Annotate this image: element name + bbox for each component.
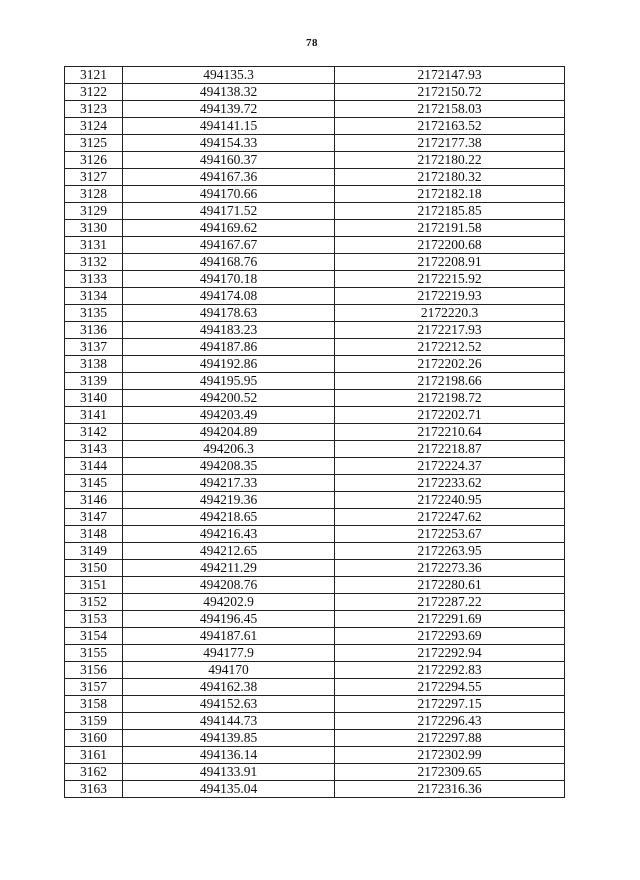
- point-number-cell: 3160: [65, 730, 123, 747]
- point-number-cell: 3125: [65, 135, 123, 152]
- point-number-cell: 3162: [65, 764, 123, 781]
- y-coordinate-cell: 2172253.67: [335, 526, 565, 543]
- y-coordinate-cell: 2172263.95: [335, 543, 565, 560]
- x-coordinate-cell: 494135.3: [123, 67, 335, 84]
- table-row: [65, 101, 565, 118]
- point-number-cell: 3154: [65, 628, 123, 645]
- point-number-cell: 3157: [65, 679, 123, 696]
- point-number-cell: 3123: [65, 101, 123, 118]
- y-coordinate-cell: 2172198.72: [335, 390, 565, 407]
- x-coordinate-cell: 494212.65: [123, 543, 335, 560]
- x-coordinate-cell: 494167.36: [123, 169, 335, 186]
- y-coordinate-cell: 2172208.91: [335, 254, 565, 271]
- x-coordinate-cell: 494162.38: [123, 679, 335, 696]
- point-number-cell: 3141: [65, 407, 123, 424]
- x-coordinate-cell: 494170: [123, 662, 335, 679]
- y-coordinate-cell: 2172294.55: [335, 679, 565, 696]
- table-row: [65, 475, 565, 492]
- x-coordinate-cell: 494133.91: [123, 764, 335, 781]
- y-coordinate-cell: 2172287.22: [335, 594, 565, 611]
- y-coordinate-cell: 2172180.22: [335, 152, 565, 169]
- point-number-cell: 3130: [65, 220, 123, 237]
- x-coordinate-cell: 494200.52: [123, 390, 335, 407]
- table-row: [65, 169, 565, 186]
- table-row: [65, 747, 565, 764]
- table-row: [65, 356, 565, 373]
- x-coordinate-cell: 494171.52: [123, 203, 335, 220]
- table-row: [65, 509, 565, 526]
- point-number-cell: 3153: [65, 611, 123, 628]
- x-coordinate-cell: 494195.95: [123, 373, 335, 390]
- page-number: 78: [306, 37, 318, 49]
- point-number-cell: 3158: [65, 696, 123, 713]
- y-coordinate-cell: 2172247.62: [335, 509, 565, 526]
- y-coordinate-cell: 2172180.32: [335, 169, 565, 186]
- coordinates-table: [64, 66, 565, 798]
- table-row: [65, 696, 565, 713]
- y-coordinate-cell: 2172316.36: [335, 781, 565, 798]
- table-row: [65, 543, 565, 560]
- y-coordinate-cell: 2172202.71: [335, 407, 565, 424]
- x-coordinate-cell: 494144.73: [123, 713, 335, 730]
- x-coordinate-cell: 494187.61: [123, 628, 335, 645]
- y-coordinate-cell: 2172220.3: [335, 305, 565, 322]
- x-coordinate-cell: 494139.85: [123, 730, 335, 747]
- x-coordinate-cell: 494206.3: [123, 441, 335, 458]
- point-number-cell: 3122: [65, 84, 123, 101]
- x-coordinate-cell: 494160.37: [123, 152, 335, 169]
- x-coordinate-cell: 494218.65: [123, 509, 335, 526]
- x-coordinate-cell: 494167.67: [123, 237, 335, 254]
- table-row: [65, 288, 565, 305]
- x-coordinate-cell: 494138.32: [123, 84, 335, 101]
- point-number-cell: 3145: [65, 475, 123, 492]
- x-coordinate-cell: 494177.9: [123, 645, 335, 662]
- y-coordinate-cell: 2172200.68: [335, 237, 565, 254]
- table-row: [65, 764, 565, 781]
- point-number-cell: 3134: [65, 288, 123, 305]
- table-row: [65, 628, 565, 645]
- y-coordinate-cell: 2172296.43: [335, 713, 565, 730]
- table-row: [65, 84, 565, 101]
- x-coordinate-cell: 494203.49: [123, 407, 335, 424]
- y-coordinate-cell: 2172280.61: [335, 577, 565, 594]
- y-coordinate-cell: 2172185.85: [335, 203, 565, 220]
- x-coordinate-cell: 494208.76: [123, 577, 335, 594]
- table-row: [65, 526, 565, 543]
- y-coordinate-cell: 2172224.37: [335, 458, 565, 475]
- y-coordinate-cell: 2172240.95: [335, 492, 565, 509]
- table-row: [65, 305, 565, 322]
- point-number-cell: 3133: [65, 271, 123, 288]
- table-row: [65, 577, 565, 594]
- table-row: [65, 67, 565, 84]
- point-number-cell: 3159: [65, 713, 123, 730]
- table-row: [65, 186, 565, 203]
- x-coordinate-cell: 494154.33: [123, 135, 335, 152]
- point-number-cell: 3150: [65, 560, 123, 577]
- y-coordinate-cell: 2172182.18: [335, 186, 565, 203]
- table-row: [65, 407, 565, 424]
- x-coordinate-cell: 494183.23: [123, 322, 335, 339]
- table-row: [65, 118, 565, 135]
- table-row: [65, 271, 565, 288]
- table-row: [65, 373, 565, 390]
- y-coordinate-cell: 2172302.99: [335, 747, 565, 764]
- x-coordinate-cell: 494152.63: [123, 696, 335, 713]
- table-row: [65, 730, 565, 747]
- point-number-cell: 3144: [65, 458, 123, 475]
- point-number-cell: 3138: [65, 356, 123, 373]
- point-number-cell: 3143: [65, 441, 123, 458]
- x-coordinate-cell: 494204.89: [123, 424, 335, 441]
- y-coordinate-cell: 2172291.69: [335, 611, 565, 628]
- x-coordinate-cell: 494178.63: [123, 305, 335, 322]
- point-number-cell: 3137: [65, 339, 123, 356]
- y-coordinate-cell: 2172177.38: [335, 135, 565, 152]
- table-row: [65, 254, 565, 271]
- x-coordinate-cell: 494169.62: [123, 220, 335, 237]
- point-number-cell: 3129: [65, 203, 123, 220]
- y-coordinate-cell: 2172147.93: [335, 67, 565, 84]
- x-coordinate-cell: 494219.36: [123, 492, 335, 509]
- x-coordinate-cell: 494187.86: [123, 339, 335, 356]
- point-number-cell: 3121: [65, 67, 123, 84]
- point-number-cell: 3128: [65, 186, 123, 203]
- x-coordinate-cell: 494141.15: [123, 118, 335, 135]
- y-coordinate-cell: 2172309.65: [335, 764, 565, 781]
- point-number-cell: 3161: [65, 747, 123, 764]
- table-row: [65, 645, 565, 662]
- y-coordinate-cell: 2172191.58: [335, 220, 565, 237]
- x-coordinate-cell: 494217.33: [123, 475, 335, 492]
- point-number-cell: 3155: [65, 645, 123, 662]
- point-number-cell: 3136: [65, 322, 123, 339]
- table-row: [65, 203, 565, 220]
- x-coordinate-cell: 494168.76: [123, 254, 335, 271]
- point-number-cell: 3126: [65, 152, 123, 169]
- point-number-cell: 3163: [65, 781, 123, 798]
- table-row: [65, 594, 565, 611]
- y-coordinate-cell: 2172217.93: [335, 322, 565, 339]
- y-coordinate-cell: 2172202.26: [335, 356, 565, 373]
- y-coordinate-cell: 2172292.94: [335, 645, 565, 662]
- table-row: [65, 458, 565, 475]
- table-row: [65, 220, 565, 237]
- point-number-cell: 3146: [65, 492, 123, 509]
- y-coordinate-cell: 2172210.64: [335, 424, 565, 441]
- x-coordinate-cell: 494216.43: [123, 526, 335, 543]
- point-number-cell: 3148: [65, 526, 123, 543]
- y-coordinate-cell: 2172297.15: [335, 696, 565, 713]
- y-coordinate-cell: 2172215.92: [335, 271, 565, 288]
- point-number-cell: 3147: [65, 509, 123, 526]
- y-coordinate-cell: 2172293.69: [335, 628, 565, 645]
- x-coordinate-cell: 494192.86: [123, 356, 335, 373]
- table-row: [65, 611, 565, 628]
- point-number-cell: 3152: [65, 594, 123, 611]
- point-number-cell: 3151: [65, 577, 123, 594]
- table-row: [65, 441, 565, 458]
- table-row: [65, 135, 565, 152]
- table-row: [65, 339, 565, 356]
- x-coordinate-cell: 494174.08: [123, 288, 335, 305]
- y-coordinate-cell: 2172297.88: [335, 730, 565, 747]
- y-coordinate-cell: 2172163.52: [335, 118, 565, 135]
- point-number-cell: 3132: [65, 254, 123, 271]
- y-coordinate-cell: 2172273.36: [335, 560, 565, 577]
- table-row: [65, 781, 565, 798]
- table-row: [65, 152, 565, 169]
- table-row: [65, 237, 565, 254]
- y-coordinate-cell: 2172212.52: [335, 339, 565, 356]
- x-coordinate-cell: 494135.04: [123, 781, 335, 798]
- table-row: [65, 424, 565, 441]
- point-number-cell: 3149: [65, 543, 123, 560]
- y-coordinate-cell: 2172219.93: [335, 288, 565, 305]
- table-row: [65, 390, 565, 407]
- point-number-cell: 3124: [65, 118, 123, 135]
- point-number-cell: 3131: [65, 237, 123, 254]
- point-number-cell: 3140: [65, 390, 123, 407]
- y-coordinate-cell: 2172292.83: [335, 662, 565, 679]
- point-number-cell: 3156: [65, 662, 123, 679]
- x-coordinate-cell: 494196.45: [123, 611, 335, 628]
- table-row: [65, 679, 565, 696]
- y-coordinate-cell: 2172233.62: [335, 475, 565, 492]
- point-number-cell: 3139: [65, 373, 123, 390]
- table-row: [65, 560, 565, 577]
- x-coordinate-cell: 494211.29: [123, 560, 335, 577]
- x-coordinate-cell: 494202.9: [123, 594, 335, 611]
- x-coordinate-cell: 494139.72: [123, 101, 335, 118]
- table-row: [65, 492, 565, 509]
- coordinates-table-body: [65, 67, 565, 798]
- point-number-cell: 3127: [65, 169, 123, 186]
- y-coordinate-cell: 2172218.87: [335, 441, 565, 458]
- y-coordinate-cell: 2172198.66: [335, 373, 565, 390]
- x-coordinate-cell: 494170.18: [123, 271, 335, 288]
- point-number-cell: 3135: [65, 305, 123, 322]
- table-row: [65, 713, 565, 730]
- x-coordinate-cell: 494208.35: [123, 458, 335, 475]
- x-coordinate-cell: 494136.14: [123, 747, 335, 764]
- y-coordinate-cell: 2172150.72: [335, 84, 565, 101]
- x-coordinate-cell: 494170.66: [123, 186, 335, 203]
- point-number-cell: 3142: [65, 424, 123, 441]
- y-coordinate-cell: 2172158.03: [335, 101, 565, 118]
- table-row: [65, 322, 565, 339]
- table-row: [65, 662, 565, 679]
